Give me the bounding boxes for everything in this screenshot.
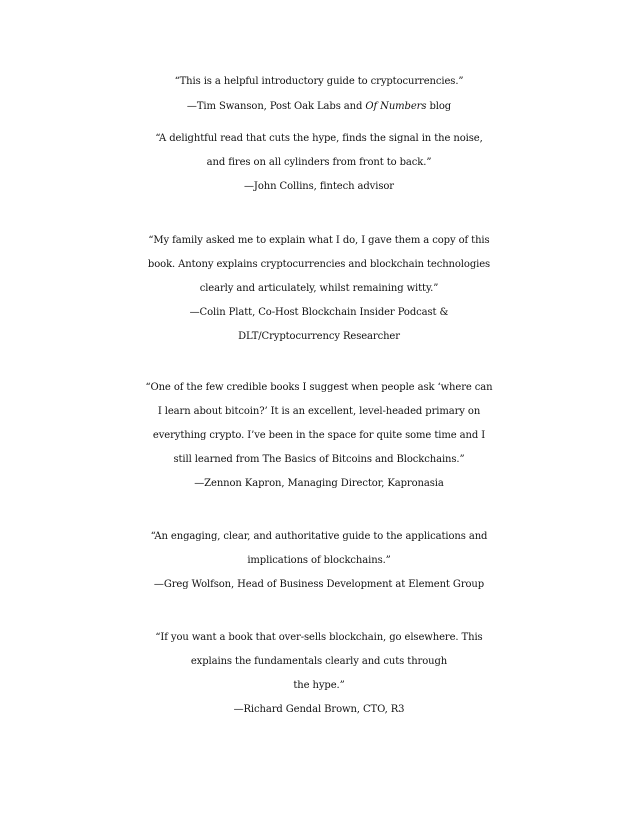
quote-line: I learn about bitcoin?’ It is an excellent, level-headed primary on [157,406,481,417]
quote-line: “My family asked me to explain what I do, I gave them a copy of this [148,235,490,246]
quote-line: “An engaging, clear, and authoritative guide to the applications and [150,531,488,542]
attribution-text: blog [426,101,452,112]
attribution-line: —Richard Gendal Brown, CTO, R3 [233,704,405,715]
attribution-line: —Zennon Kapron, Managing Director, Kapronasia [194,478,444,489]
attribution-line: DLT/Cryptocurrency Researcher [238,331,400,342]
attribution-line: —Greg Wolfson, Head of Business Development at Element Group [153,579,485,590]
quote-line: “This is a helpful introductory guide to cryptocurrencies.” [174,76,464,87]
quote-line: clearly and articulately, whilst remaining witty.” [199,283,439,294]
attribution-line: —John Collins, fintech advisor [244,181,394,192]
quote-line: the hype.” [293,680,345,691]
quote-line: book. Antony explains cryptocurrencies and blockchain technologies [147,259,491,270]
quote-line: “A delightful read that cuts the hype, finds the signal in the noise, [155,133,483,144]
publication-title: Of Numbers [365,101,427,112]
quote-line: still learned from The Basics of Bitcoins and Blockchains.” [173,454,465,465]
quote-line: “One of the few credible books I suggest when people ask ‘where can [145,382,493,393]
attribution-line: —Colin Platt, Co-Host Blockchain Insider Podcast & [189,307,449,318]
quote-line: everything crypto. I’ve been in the space for quite some time and I [152,430,486,441]
attribution-text: —Tim Swanson, Post Oak Labs and [186,101,366,112]
quote-line: explains the fundamentals clearly and cuts through [190,656,448,667]
quote-line: implications of blockchains.” [247,555,391,566]
quote-line: “If you want a book that over-sells blockchain, go elsewhere. This [155,632,483,643]
attribution-line [0,97,638,117]
quote-line: and fires on all cylinders from front to back.” [206,157,432,168]
